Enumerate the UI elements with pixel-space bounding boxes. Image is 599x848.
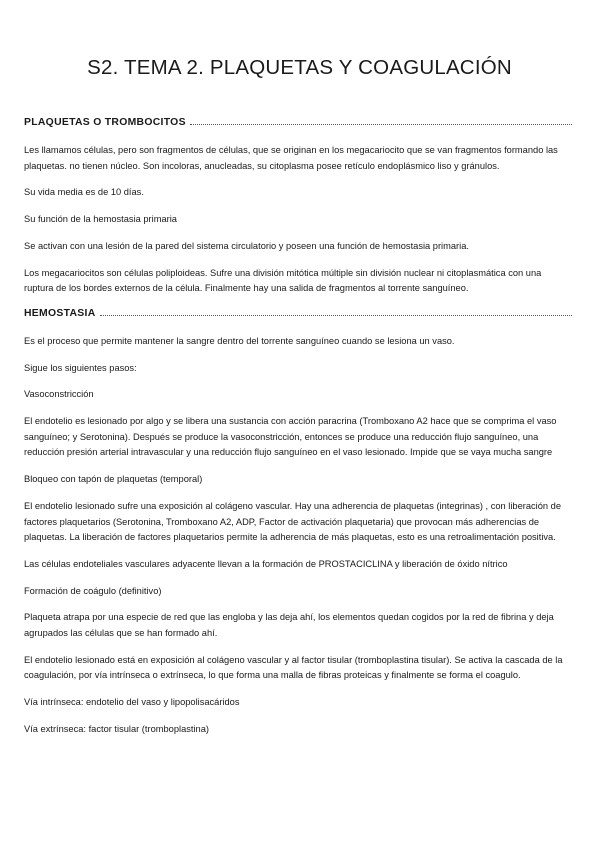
paragraph: El endotelio lesionado sufre una exposición al colágeno vascular. Hay una adherencia de plaquetas (integrinas) , con liberación de factores plaquetarios (Serotonina, Tromboxano A2, ADP, Factor de activación plaquetaria) que provocan más adherencias de plaquetas. La liberación de factores plaquetarios permite la adherencia de más plaquetas, esto es una retroalimentación positiva. bbox=[24, 500, 561, 543]
document-body bbox=[24, 117, 572, 749]
paragraph: Es el proceso que permite mantener la sangre dentro del torrente sanguíneo cuando se lesiona un vaso. bbox=[24, 335, 455, 346]
paragraph: Las células endoteliales vasculares adyacente llevan a la formación de PROSTACICLINA y liberación de óxido nítrico bbox=[24, 558, 508, 569]
dotted-leader bbox=[100, 314, 572, 316]
section-heading-plaquetas bbox=[24, 117, 572, 131]
paragraph: Su vida media es de 10 días. bbox=[24, 187, 144, 198]
section-heading-label: PLAQUETAS O TROMBOCITOS bbox=[24, 117, 186, 128]
paragraph: Plaqueta atrapa por una especie de red que las engloba y las deja ahí, los elementos quedan cogidos por la red de fibrina y deja agrupados las células que se han formado ahí. bbox=[24, 612, 554, 639]
paragraph: Les llamamos células, pero son fragmentos de células, que se originan en los megacariocito que se van fragmentos formando las plaquetas. no tienen núcleo. Son incoloras, anucleadas, su citoplasma posee retículo endoplásmico liso y gránulos. bbox=[24, 145, 558, 171]
page-title: S2. TEMA 2. PLAQUETAS Y COAGULACIÓN bbox=[87, 55, 512, 79]
paragraph: El endotelio es lesionado por algo y se libera una sustancia con acción paracrina (Tromboxano A2 hace que se comprima el vaso sanguíneo; y Serotonina). Después se produce la vasoconstricción, entonces se produce una reducción flujo sanguíneo, una reducción presión arterial intravascular y una reducción flujo sanguíneo en el vaso lesionado. Impide que se vaya mucha sangre bbox=[24, 416, 557, 458]
paragraph: Vía extrínseca: factor tisular (tromboplastina) bbox=[24, 723, 209, 734]
dotted-leader bbox=[190, 123, 572, 125]
paragraph: Vía intrínseca: endotelio del vaso y lipopolisacáridos bbox=[24, 697, 240, 708]
paragraph: Los megacariocitos son células poliploideas. Sufre una división mitótica múltiple sin división nuclear ni citoplasmática con una ruptura de los bordes externos de la célula. Finalmente hay una salida de fragmentos al torrente sanguíneo. bbox=[24, 267, 542, 294]
subheading: Bloqueo con tapón de plaquetas (temporal) bbox=[24, 474, 203, 485]
paragraph: El endotelio lesionado está en exposición al colágeno vascular y al factor tisular (tromboplastina tisular). Se activa la cascada de la coagulación, por vía intrínseca o extrínseca, lo que forma una malla de fibras proteicas y finalmente se forma el coagulo. bbox=[24, 654, 563, 681]
subheading: Vasoconstricción bbox=[24, 389, 94, 400]
paragraph: Sigue los siguientes pasos: bbox=[24, 362, 137, 373]
section-heading-label: HEMOSTASIA bbox=[24, 307, 96, 319]
subheading: Formación de coágulo (definitivo) bbox=[24, 585, 162, 596]
paragraph: Se activan con una lesión de la pared del sistema circulatorio y poseen una función de hemostasia primaria. bbox=[24, 240, 469, 251]
paragraph: Su función de la hemostasia primaria bbox=[24, 214, 177, 225]
section-heading-hemostasia bbox=[24, 308, 572, 322]
